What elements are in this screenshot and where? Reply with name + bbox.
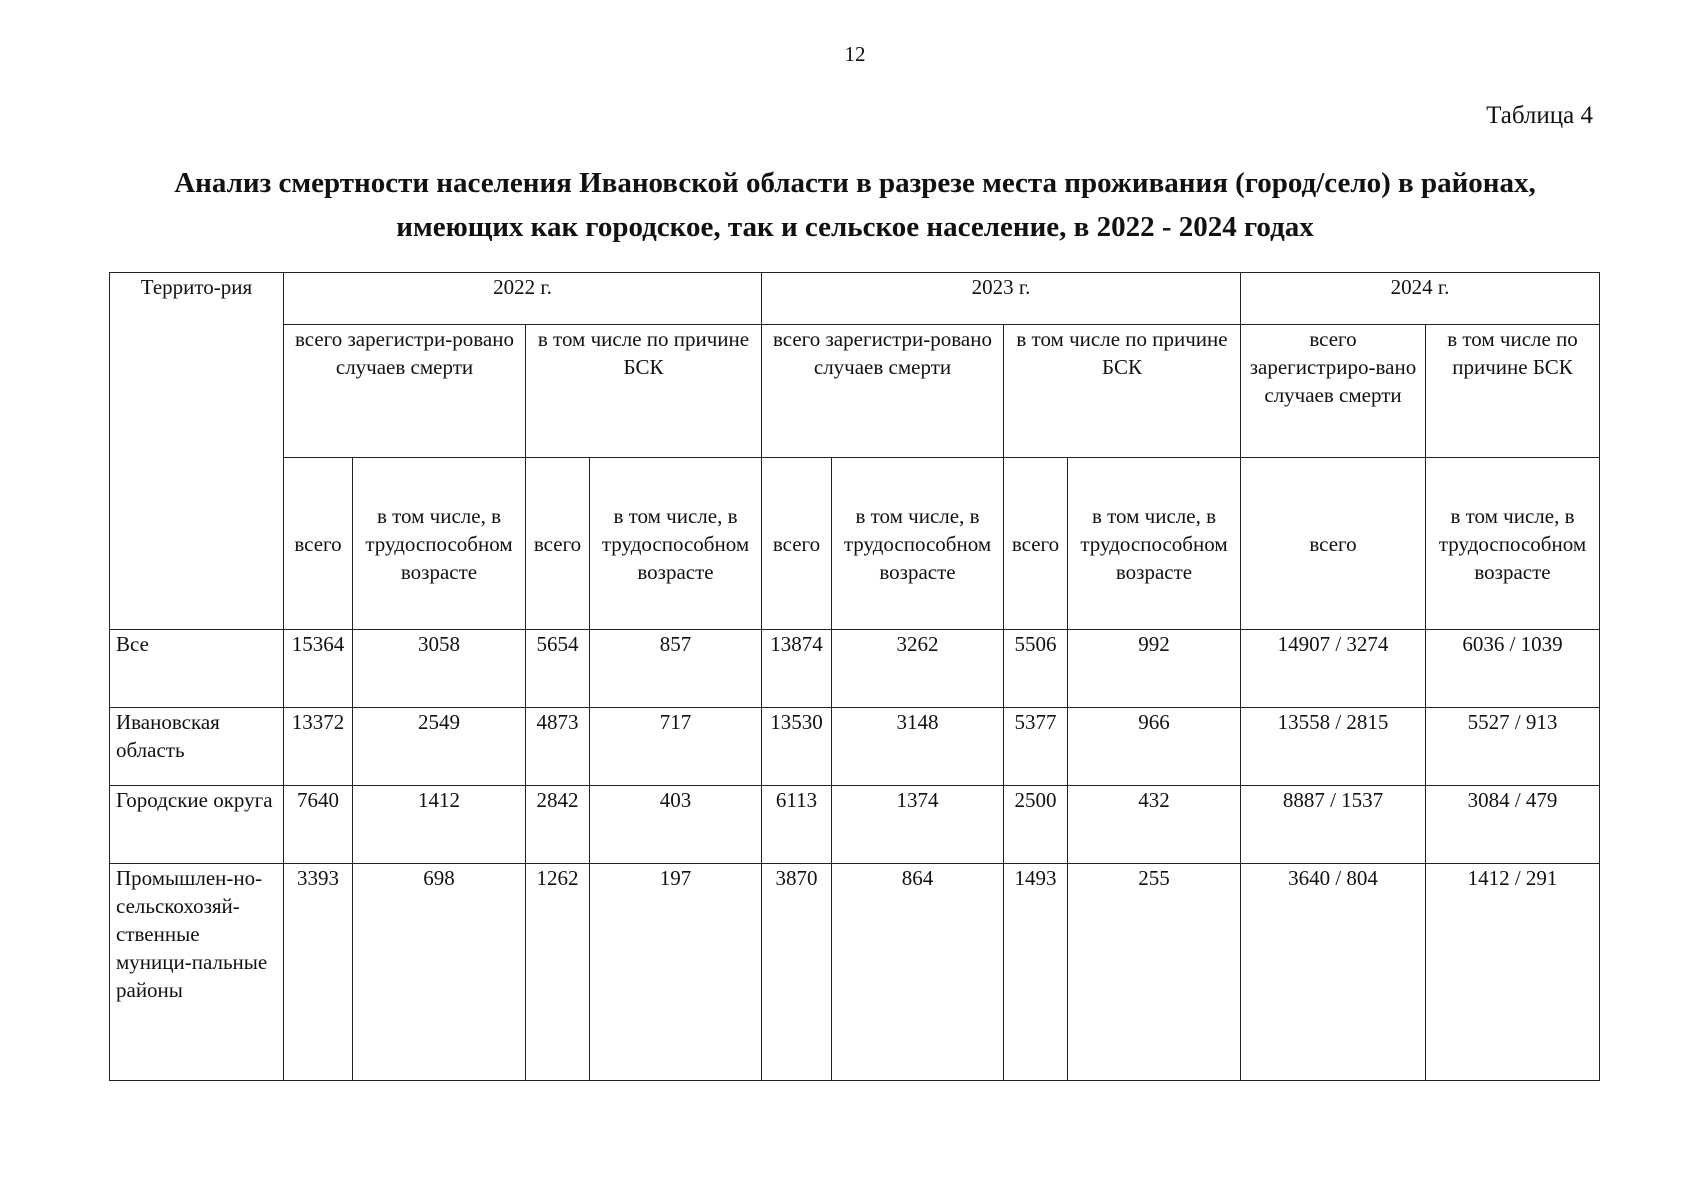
header-row-years xyxy=(110,273,1600,325)
value-cell: 13530 xyxy=(762,708,832,786)
year-header-2023: 2023 г. xyxy=(762,273,1241,325)
group-header-bsk-2022: в том числе по причине БСК xyxy=(526,325,762,458)
sub-header: всего xyxy=(526,458,590,630)
value-cell: 992 xyxy=(1068,630,1241,708)
value-cell: 3640 / 804 xyxy=(1241,864,1426,1081)
value-cell: 432 xyxy=(1068,786,1241,864)
document-title: Анализ смертности населения Ивановской области в разрезе места проживания (город/село) в районах, имеющих как городское, так и сельское население, в 2022 - 2024 годах xyxy=(174,167,1536,243)
sub-header: в том числе, в трудоспособном возрасте xyxy=(1068,458,1241,630)
year-header-2024: 2024 г. xyxy=(1241,273,1600,325)
sub-header: в том числе, в трудоспособном возрасте xyxy=(353,458,526,630)
territory-cell: Ивановская область xyxy=(110,708,284,786)
value-cell: 3148 xyxy=(832,708,1004,786)
territory-cell: Все xyxy=(110,630,284,708)
value-cell: 1412 / 291 xyxy=(1426,864,1600,1081)
value-cell: 15364 xyxy=(284,630,353,708)
value-cell: 857 xyxy=(590,630,762,708)
table-row xyxy=(110,864,1600,1081)
value-cell: 2500 xyxy=(1004,786,1068,864)
value-cell: 966 xyxy=(1068,708,1241,786)
sub-header: всего xyxy=(1241,458,1426,630)
group-header-total-2024: всего зарегистриро-вано случаев смерти xyxy=(1241,325,1426,458)
table-row xyxy=(110,786,1600,864)
value-cell: 1262 xyxy=(526,864,590,1081)
value-cell: 2842 xyxy=(526,786,590,864)
value-cell: 2549 xyxy=(353,708,526,786)
value-cell: 5527 / 913 xyxy=(1426,708,1600,786)
value-cell: 3084 / 479 xyxy=(1426,786,1600,864)
value-cell: 6036 / 1039 xyxy=(1426,630,1600,708)
sub-header: всего xyxy=(1004,458,1068,630)
page-number: 12 xyxy=(844,42,866,66)
mortality-table xyxy=(109,272,1600,1081)
year-header-2022: 2022 г. xyxy=(284,273,762,325)
value-cell: 8887 / 1537 xyxy=(1241,786,1426,864)
value-cell: 403 xyxy=(590,786,762,864)
group-header-total-2023: всего зарегистри-ровано случаев смерти xyxy=(762,325,1004,458)
sub-header: в том числе, в трудоспособном возрасте xyxy=(590,458,762,630)
group-header-total-2022: всего зарегистри-ровано случаев смерти xyxy=(284,325,526,458)
value-cell: 5506 xyxy=(1004,630,1068,708)
value-cell: 13874 xyxy=(762,630,832,708)
group-header-bsk-2023: в том числе по причине БСК xyxy=(1004,325,1241,458)
value-cell: 717 xyxy=(590,708,762,786)
value-cell: 197 xyxy=(590,864,762,1081)
value-cell: 13372 xyxy=(284,708,353,786)
sub-header: в том числе, в трудоспособном возрасте xyxy=(1426,458,1600,630)
value-cell: 4873 xyxy=(526,708,590,786)
sub-header: в том числе, в трудоспособном возрасте xyxy=(832,458,1004,630)
value-cell: 3058 xyxy=(353,630,526,708)
header-row-groups xyxy=(110,325,1600,458)
value-cell: 13558 / 2815 xyxy=(1241,708,1426,786)
table-row xyxy=(110,708,1600,786)
value-cell: 1412 xyxy=(353,786,526,864)
value-cell: 698 xyxy=(353,864,526,1081)
sub-header: всего xyxy=(284,458,353,630)
value-cell: 1374 xyxy=(832,786,1004,864)
value-cell: 255 xyxy=(1068,864,1241,1081)
table-row xyxy=(110,630,1600,708)
value-cell: 14907 / 3274 xyxy=(1241,630,1426,708)
group-header-bsk-2024: в том числе по причине БСК xyxy=(1426,325,1600,458)
value-cell: 7640 xyxy=(284,786,353,864)
value-cell: 3262 xyxy=(832,630,1004,708)
territory-cell: Промышлен-но-сельскохозяй-ственные муници-пальные районы xyxy=(110,864,284,1081)
value-cell: 5377 xyxy=(1004,708,1068,786)
value-cell: 3393 xyxy=(284,864,353,1081)
table-label: Таблица 4 xyxy=(1486,102,1593,129)
value-cell: 6113 xyxy=(762,786,832,864)
value-cell: 5654 xyxy=(526,630,590,708)
value-cell: 864 xyxy=(832,864,1004,1081)
value-cell: 3870 xyxy=(762,864,832,1081)
header-row-subcolumns xyxy=(110,458,1600,630)
value-cell: 1493 xyxy=(1004,864,1068,1081)
sub-header: всего xyxy=(762,458,832,630)
territory-header: Террито-рия xyxy=(110,273,284,630)
territory-cell: Городские округа xyxy=(110,786,284,864)
